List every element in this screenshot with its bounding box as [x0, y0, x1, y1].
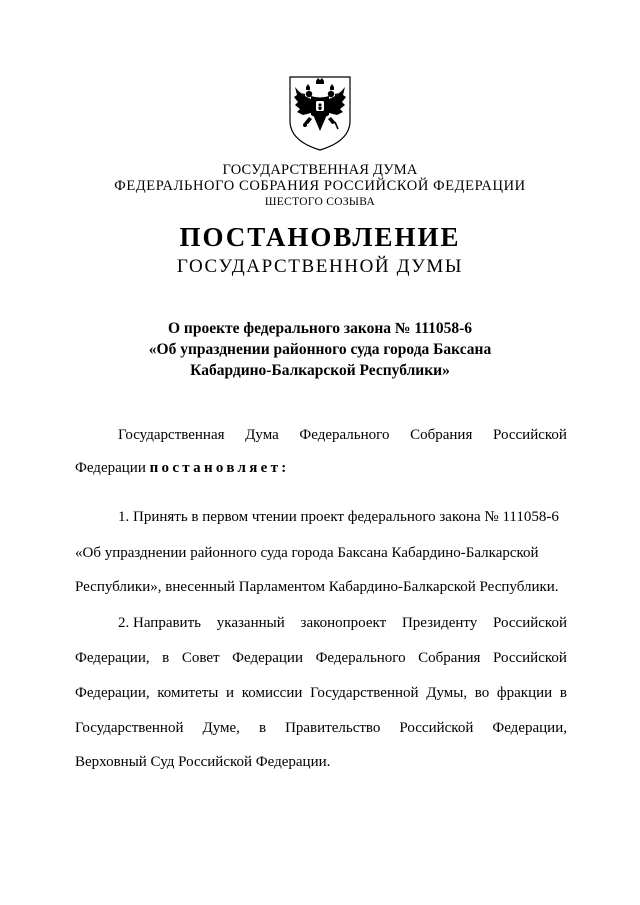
preamble-word: Федерального — [299, 427, 390, 443]
item2-word: Правительство — [285, 720, 381, 736]
preamble-line2 — [75, 460, 567, 480]
preamble-word: Российской — [493, 427, 567, 443]
item2-word: в — [559, 685, 567, 701]
convocation-label: ШЕСТОГО СОЗЫВА — [264, 196, 376, 208]
preamble-word: Дума — [245, 427, 279, 443]
item2-word: в — [162, 650, 170, 666]
item2-word: Государственной — [75, 720, 184, 736]
subject-line2: «Об упразднении районного суда города Баксана — [148, 341, 492, 358]
item2-word: во — [474, 685, 490, 701]
item2-word: Федерации, — [75, 685, 150, 701]
item2-word: Федерации, — [75, 650, 150, 666]
russian-coat-of-arms-icon — [285, 73, 355, 153]
item2-word: и — [226, 685, 235, 701]
preamble-line1 — [118, 427, 567, 447]
item2-word: Государственной — [310, 685, 419, 701]
document-type-title: ПОСТАНОВЛЕНИЕ — [179, 222, 461, 252]
org-name-line1: ГОСУДАРСТВЕННАЯ ДУМА — [222, 162, 418, 178]
preamble-word: Государственная — [118, 427, 225, 443]
item2-word: Федерации, — [492, 720, 567, 736]
item2-word: Российской — [399, 720, 474, 736]
document-type-subtitle: ГОСУДАРСТВЕННОЙ ДУМЫ — [176, 256, 464, 277]
item2-line2 — [75, 650, 567, 670]
subject-line3: Кабардино-Балкарской Республики» — [190, 362, 450, 379]
item2-word: фракции — [496, 685, 553, 701]
preamble-word: Федерации — [75, 460, 146, 476]
item1-line1: 1. Принять в первом чтении проект федерального закона № 111058-6 — [118, 509, 559, 525]
item2-word: комитеты — [157, 685, 219, 701]
item2-word: Собрания — [418, 650, 481, 666]
item2-word: Президенту — [401, 615, 478, 631]
item2-word: комиссии — [241, 685, 303, 701]
item2-word: в — [258, 720, 267, 736]
item2-word: 2. Направить — [118, 615, 201, 631]
item2-word: Федерального — [315, 650, 406, 666]
item2-word: Думы, — [426, 685, 468, 701]
item2-word: законопроект — [300, 615, 387, 631]
org-name-line2: ФЕДЕРАЛЬНОГО СОБРАНИЯ РОССИЙСКОЙ ФЕДЕРАЦИИ — [114, 178, 526, 194]
item2-word: указанный — [216, 615, 285, 631]
subject-line1: О проекте федерального закона № 111058-6 — [167, 320, 473, 337]
preamble-word: Собрания — [410, 427, 473, 443]
item2-word: Федерации — [232, 650, 303, 666]
item2-line4 — [75, 720, 567, 740]
item2-word: Российской — [493, 650, 567, 666]
item2-line1 — [118, 615, 567, 635]
item2-word: Думе, — [202, 720, 240, 736]
item2-line3 — [75, 685, 567, 705]
resolves-keyword: постановляет: — [149, 460, 290, 476]
item2-line5: Верховный Суд Российской Федерации. — [75, 754, 331, 770]
item2-word: Российской — [493, 615, 567, 631]
item2-word: Совет — [181, 650, 220, 666]
item1-line2: «Об упразднении районного суда города Баксана Кабардино-Балкарской — [75, 545, 539, 561]
item1-line3: Республики», внесенный Парламентом Кабардино-Балкарской Республики. — [75, 579, 559, 595]
